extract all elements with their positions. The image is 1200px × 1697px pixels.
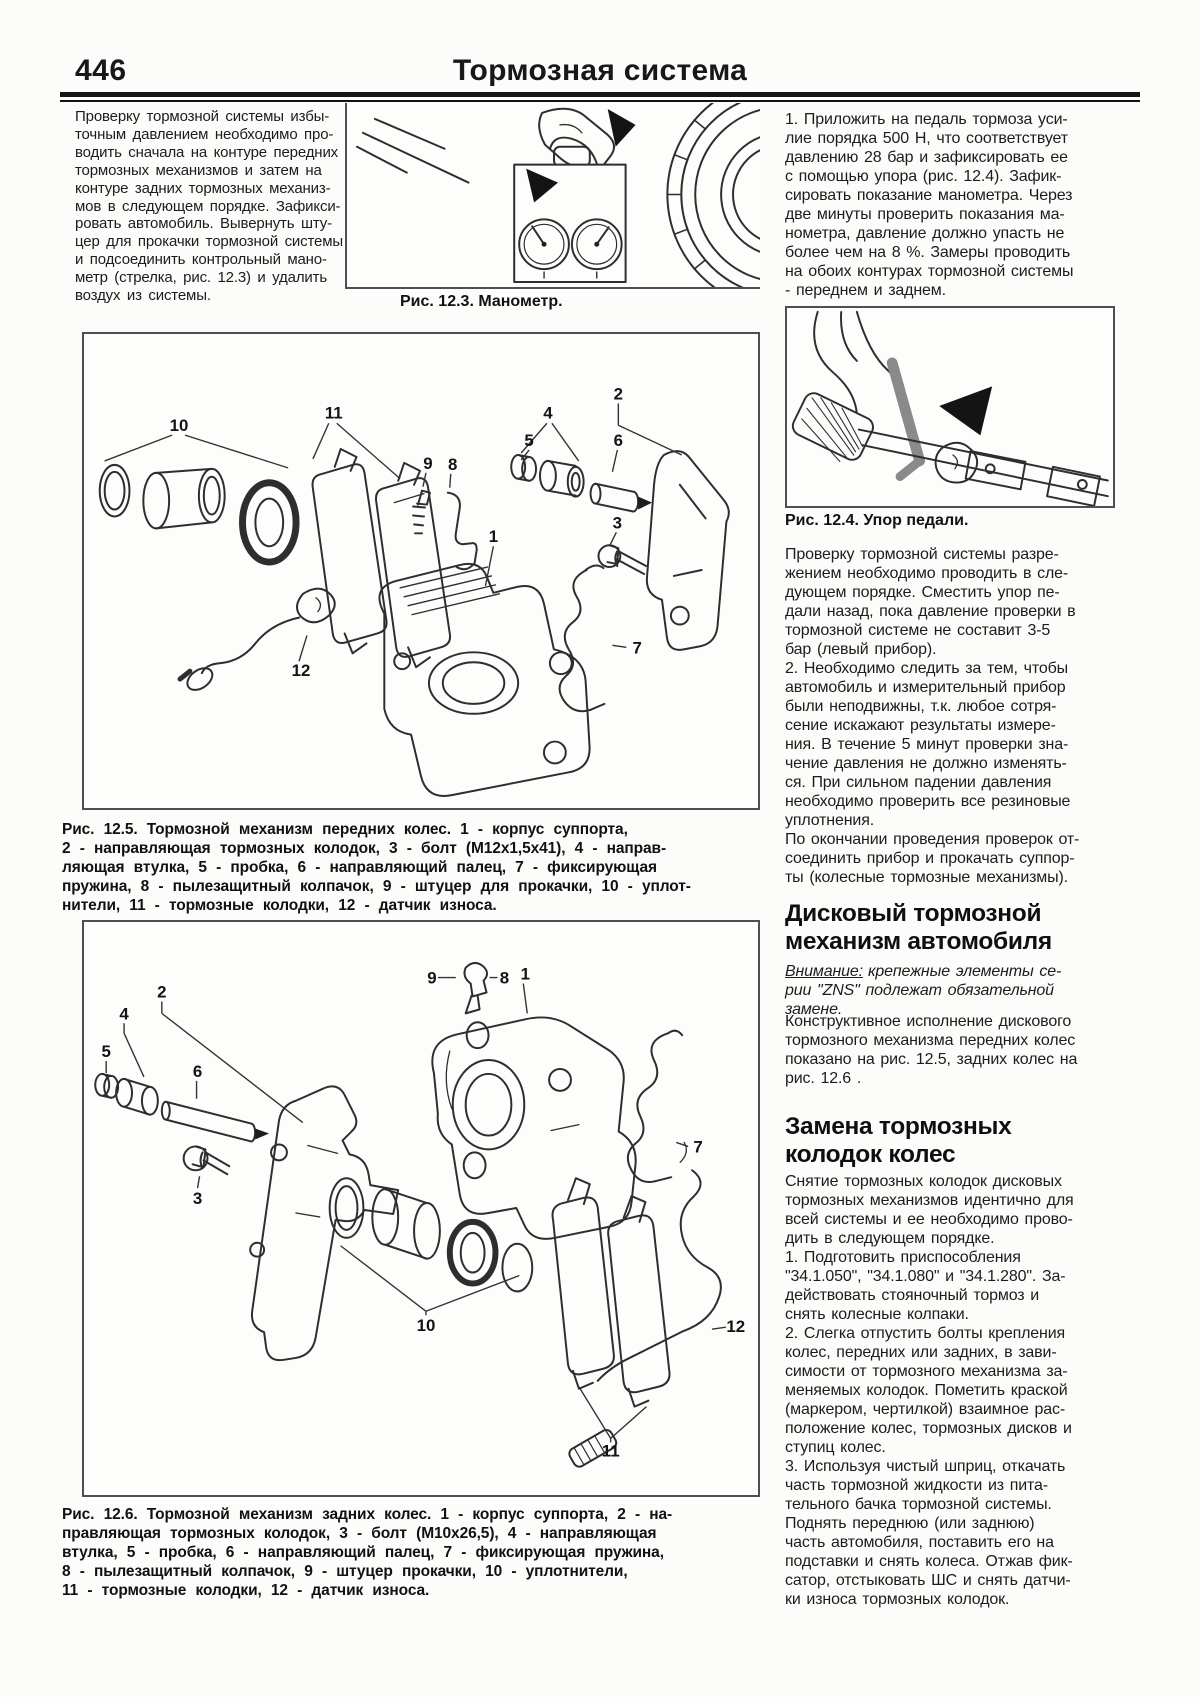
leader-11 <box>313 423 400 479</box>
figure-12-6 <box>82 920 760 1497</box>
leader-1 <box>523 984 527 1014</box>
part-label-1: 1 <box>488 527 499 547</box>
leader-3 <box>610 532 616 544</box>
figure-12-6-illustration <box>84 922 758 1495</box>
pad-carrier <box>252 1086 398 1360</box>
piston-cylinder <box>143 473 169 529</box>
caliper-body <box>432 1017 635 1238</box>
figure-12-4-illustration <box>787 308 1113 506</box>
attention-note <box>785 962 1130 1019</box>
pads-step3-paragraph: 3. Используя чистый шприц, откачать часть тормозной жидкости из пита- тельного бачка тормозной системы. Поднять переднюю (или заднюю) часть автомобиля, поставить его на подставки и снять колеса. Отжав фик- сатор, отстыковать ШС и снять датчи- ки износа тормозных колодок. <box>785 1458 1073 1608</box>
pin-arrow-icon <box>255 1129 269 1140</box>
vacuum-test-paragraph: Проверку тормозной системы разре- жением необходимо проводить в сле- дующем порядке. Сместить упор пе- дали назад, пока давление проверки в тормозной системе не составит 3-5 бар (левый прибор). <box>785 546 1076 658</box>
part-label-11: 11 <box>601 1441 620 1461</box>
leader-3 <box>198 1176 200 1188</box>
tire-arc <box>695 107 760 282</box>
stop-strut <box>892 363 919 461</box>
part-label-6: 6 <box>613 431 624 451</box>
bleeder-screw <box>413 491 430 534</box>
intro-paragraph: Проверку тормозной системы избы- точным давлением необходимо про- водить сначала на контуре передних тормозных механизмов и затем на контуре задних тормозных механиз- мов в следующем порядке. Зафикси- ровать автомобиль. Вывернуть шту- цер для прокачки тормозной системы и подсоединить контрольный мано- метр (стрелка, рис. 12.3) и удалить воздух из системы. <box>75 108 344 305</box>
guide-bushing <box>116 1079 132 1107</box>
caliper-body <box>379 564 589 796</box>
heading-disc-brake: Дисковый тормозной механизм автомобиля <box>785 900 1052 955</box>
piston-cylinder <box>372 1189 398 1245</box>
part-label-8: 8 <box>448 454 458 474</box>
brake-pad <box>313 464 387 643</box>
part-label-10: 10 <box>416 1316 436 1336</box>
part-label-2: 2 <box>157 982 167 1002</box>
part-label-5: 5 <box>524 431 534 451</box>
part-label-1: 1 <box>520 964 530 984</box>
leader-2 <box>162 1001 303 1122</box>
guide-pin <box>591 484 601 504</box>
figure-12-4-caption: Рис. 12.4. Упор педали. <box>785 512 969 529</box>
part-label-6: 6 <box>192 1061 203 1081</box>
guide-pin <box>162 1102 170 1120</box>
page-number: 446 <box>75 54 127 87</box>
leader-7 <box>612 645 626 647</box>
brake-pad <box>553 1198 614 1375</box>
part-label-9: 9 <box>423 453 433 473</box>
figure-12-3 <box>345 103 760 289</box>
keep-still-paragraph: 2. Необходимо следить за тем, чтобы автомобиль и измерительный прибор были неподвижны, т.к. любое сотря- сение искажают результаты измере- ния. В течение 5 минут проверки зна- чение давления не должно изменять- ся. При сильном падении давления необходимо проверить все резиновые уплотнения. <box>785 660 1071 829</box>
part-label-12: 12 <box>726 1317 746 1337</box>
pads-intro-paragraph: Снятие тормозных колодок дисковых тормозных механизмов идентично для всей системы и ее необходимо прово- дить в следующем порядке. <box>785 1173 1074 1247</box>
part-label-9: 9 <box>427 968 437 988</box>
part-label-4: 4 <box>119 1004 129 1024</box>
design-paragraph: Конструктивное исполнение дискового тормозного механизма передних колес показано на рис. 12.5, задних колес на рис. 12.6 . <box>785 1013 1078 1087</box>
part-label-11: 11 <box>324 403 343 423</box>
strut-lines <box>357 119 468 183</box>
part-label-12: 12 <box>291 661 311 681</box>
stop-rod <box>859 430 1108 497</box>
arrow-icon <box>939 386 992 435</box>
part-label-2: 2 <box>613 384 624 404</box>
attention-note-label: Внимание: <box>785 963 863 980</box>
attention-note-text: крепежные элементы се- рии "ZNS" подлежат обязательной замене. <box>785 963 1062 1018</box>
part-label-3: 3 <box>612 513 623 533</box>
page-title: Тормозная система <box>452 54 748 87</box>
pedal-pad <box>787 390 876 468</box>
header-rule-thick <box>60 92 1140 97</box>
part-label-10: 10 <box>169 416 189 436</box>
dust-boot <box>243 483 297 562</box>
pads-step1-paragraph: 1. Подготовить приспособления "34.1.050", "34.1.080" и "34.1.280". За- действовать стояночный тормоз и снять колесные колпаки. <box>785 1249 1066 1323</box>
caliper-sketch <box>539 109 614 169</box>
figure-12-3-caption: Рис. 12.3. Манометр. <box>400 293 563 310</box>
figure-12-3-illustration <box>347 103 760 287</box>
leader-12 <box>712 1327 726 1329</box>
leader-1 <box>485 546 493 586</box>
part-label-8: 8 <box>499 968 510 988</box>
dust-boot <box>450 1222 496 1284</box>
pressure-test-paragraph: 1. Приложить на педаль тормоза уси- лие порядка 500 Н, что соответствует давлению 28 бар и зафиксировать ее с помощью упора (рис. 12.4). Зафик- сировать показание манометра. Через две минуты проверить показания ма- нометра, давление должно упасть не более чем на 8 %. Замеры проводить на обоих контурах тормозной системы - переднем и заднем. <box>785 111 1074 299</box>
figure-12-5 <box>82 332 760 810</box>
retaining-spring <box>628 1033 668 1182</box>
guide-bushing <box>540 461 556 491</box>
part-label-7: 7 <box>693 1137 703 1157</box>
leader-4 <box>124 1023 144 1077</box>
figure-12-5-illustration <box>84 334 758 808</box>
dust-cap <box>464 963 487 997</box>
bleeder-screw <box>466 995 480 1013</box>
part-label-3: 3 <box>192 1189 203 1209</box>
finish-checks-paragraph: По окончании проведения проверок от- соединить прибор и прокачать суппор- ты (колесные тормозные механизмы). <box>785 831 1080 886</box>
leader-10 <box>105 435 288 468</box>
heading-pad-replacement: Замена тормозных колодок колес <box>785 1113 1012 1168</box>
dust-cap <box>448 493 477 570</box>
leader-7 <box>676 1142 688 1146</box>
header-rule-thin <box>60 100 1140 102</box>
leader-12 <box>299 635 307 661</box>
part-label-5: 5 <box>101 1042 111 1062</box>
part-label-7: 7 <box>632 638 642 658</box>
figure-12-6-caption: Рис. 12.6. Тормозной механизм задних колес. 1 - корпус суппорта, 2 - на- правляющая тормозных колодок, 3 - болт (М10х26,5), 4 - направляющая втулка, 5 - пробка, 6 - направляющий палец, 7 - фиксирующая пружина, 8 - пылезащитный колпачок, 9 - штуцер прокачки, 10 - уплотнители, 11 - тормозные колодки, 12 - датчик износа. <box>62 1506 673 1599</box>
pads-step2-paragraph: 2. Слегка отпустить болты крепления колес, передних или задних, в зави- симости от тормозного механизма за- меняемых колодок. Пометить краской (маркером, чертилкой) взаимное рас- положение колес, тормозных дисков и ступиц колес. <box>785 1325 1072 1456</box>
brake-pad <box>376 478 450 657</box>
figure-12-4 <box>785 306 1115 508</box>
figure-12-5-caption: Рис. 12.5. Тормозной механизм передних колес. 1 - корпус суппорта, 2 - направляющая тормозных колодок, 3 - болт (М12х1,5х41), 4 - направ- ляющая втулка, 5 - пробка, 6 - направляющий палец, 7 - фиксирующая пружина, 8 - пылезащитный колпачок, 9 - штуцер для прокачки, 10 - уплот- нители, 11 - тормозные колодки, 12 - датчик износа. <box>62 821 691 914</box>
part-label-4: 4 <box>543 403 553 423</box>
tire-tread-ticks <box>667 120 705 269</box>
pin-arrow-icon <box>638 497 652 510</box>
